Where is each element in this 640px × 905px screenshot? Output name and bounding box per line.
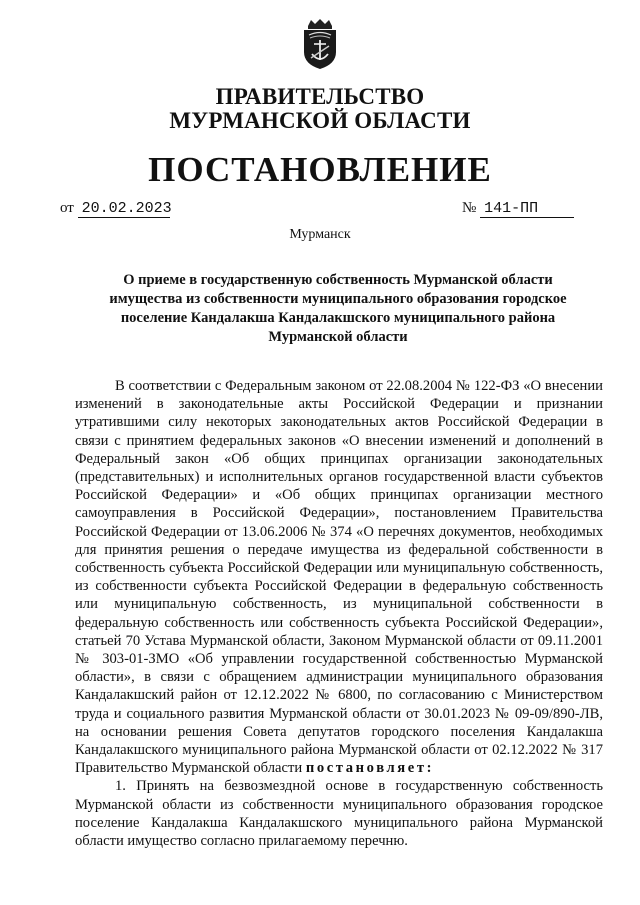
date-prefix: от <box>60 200 74 216</box>
document-title: О приеме в государственную собственность Мурманской области имущества из собственности муниципального образования городское поселение Кандалакша Кандалакшского муниципального района Мурманской области <box>109 272 567 345</box>
organization-name-line1: ПРАВИТЕЛЬСТВО <box>215 84 425 109</box>
city-name: Мурманск <box>289 227 351 242</box>
document-body <box>75 377 603 850</box>
number-value: 141-ПП <box>480 200 574 218</box>
organization-name-line2: МУРМАНСКОЙ ОБЛАСТИ <box>169 108 471 133</box>
preamble-paragraph <box>75 377 603 777</box>
document-number <box>462 200 574 218</box>
document-date <box>60 200 170 218</box>
coat-of-arms-icon <box>299 18 341 70</box>
number-prefix: № <box>462 200 477 216</box>
document-type-heading: ПОСТАНОВЛЕНИЕ <box>148 150 492 189</box>
resolves-word: постановляет: <box>305 760 435 777</box>
item-1-paragraph: 1. Принять на безвозмездной основе в государственную собственность Мурманской области из собственности муниципального образования городское поселение Кандалакша Кандалакшского муниципального района Мурманской области имущество согласно прилагаемому перечню. <box>75 778 603 850</box>
preamble-text: В соответствии с Федеральным законом от 22.08.2004 № 122-ФЗ «О внесении изменений в законодательные акты Российской Федерации и признании утратившими силу некоторых законодательных актов Российской Федерации в связи с принятием федеральных законов «О внесении изменений и дополнений в Федеральный закон «Об общих принципах организации законодательных (представительных) и исполнительных органов государственной власти субъектов Российской Федерации» и «Об общих принципах организации местного самоуправления в Российской Федерации», постановлением Правительства Российской Федерации от 13.06.2006 № 374 «О перечнях документов, необходимых для принятия решения о передаче имущества из федеральной собственности в собственность субъекта Российской Федерации или муниципальную собственность, из собственности субъекта Российской Федерации в федеральную собственность или муниципальную собственность, из муниципальной собственности в федеральную собственность или собственность субъекта Российской Федерации», статьей 70 Устава Мурманской области, Законом Мурманской области от 09.11.2001 № 303-01-ЗМО «Об управлении государственной собственностью Мурманской области», в связи с обращением администрации муниципального образования Кандалакшский район от 12.12.2022 № 6800, по согласованию с Министерством труда и социального развития Мурманской области от 30.01.2023 № 09-09/890-ЛВ, на основании решения Совета депутатов городского поселения Кандалакша Кандалакшского муниципального района Мурманской области от 02.12.2022 № 317 Правительство Мурманской области <box>75 378 603 777</box>
date-value: 20.02.2023 <box>78 200 170 218</box>
